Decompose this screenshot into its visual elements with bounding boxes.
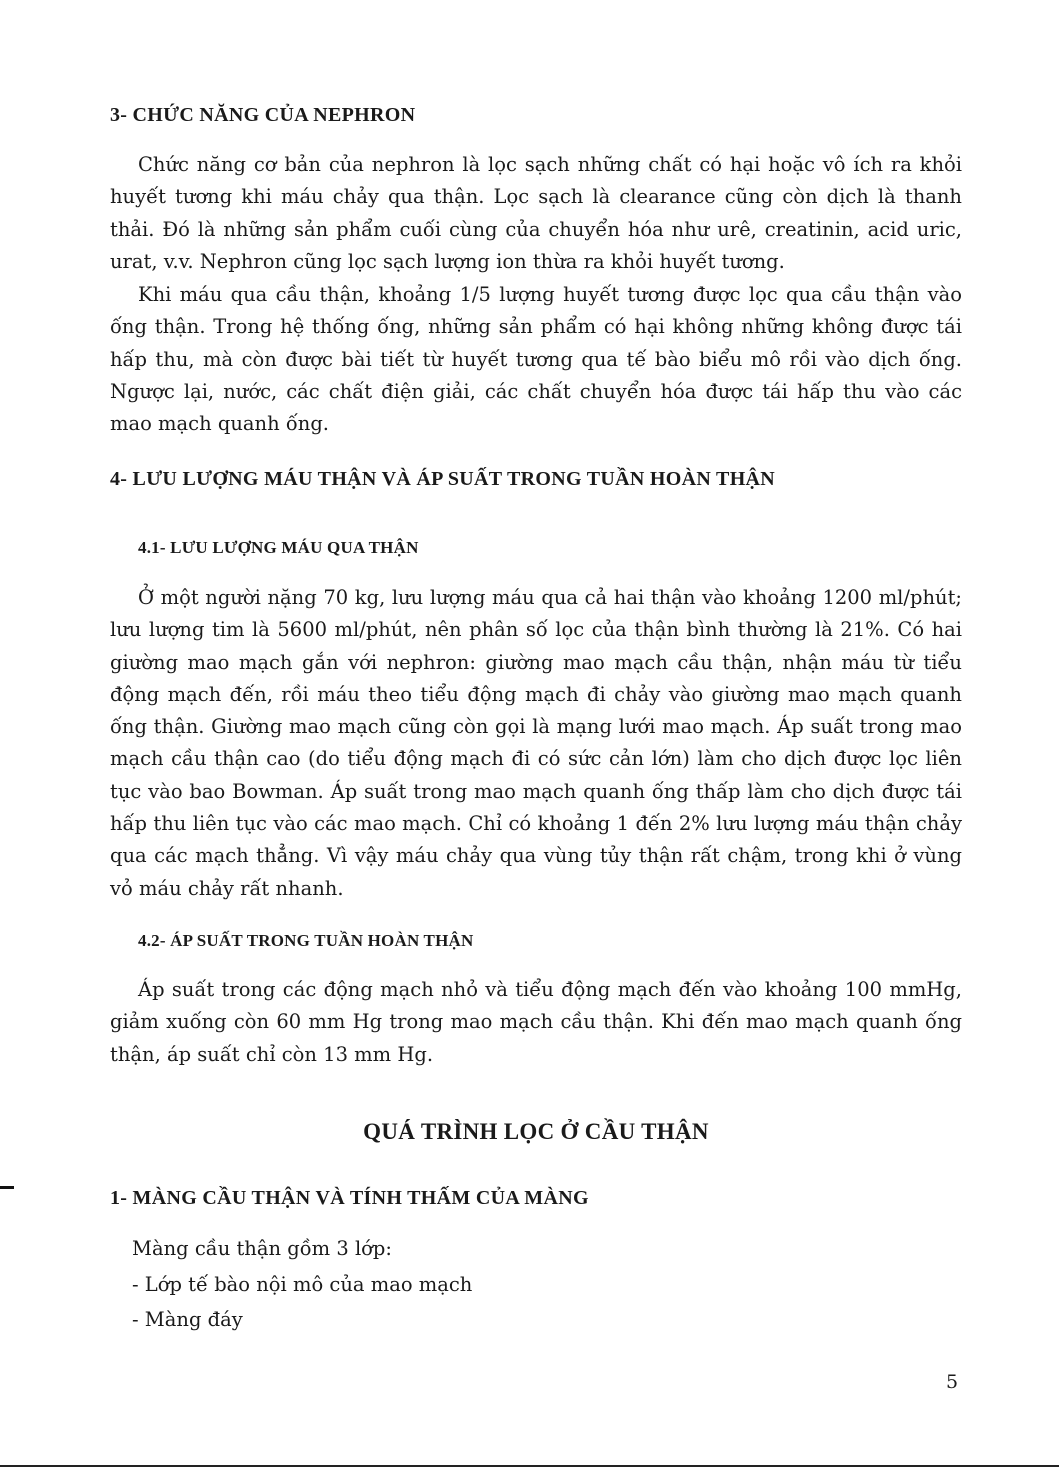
bottom-rule xyxy=(0,1465,1059,1467)
list-item: - Màng đáy xyxy=(132,1308,243,1331)
list-item: - Lớp tế bào nội mô của mao mạch xyxy=(132,1273,473,1296)
section-3-heading: 3- CHỨC NĂNG CỦA NEPHRON xyxy=(110,104,416,126)
section-4-2-heading: 4.2- ÁP SUẤT TRONG TUẦN HOÀN THẬN xyxy=(138,931,474,950)
chapter-title: QUÁ TRÌNH LỌC Ở CẦU THẬN xyxy=(363,1119,709,1144)
section-4-1-heading: 4.1- LƯU LƯỢNG MÁU QUA THẬN xyxy=(138,538,419,557)
section-4-1-paragraph: Ở một người nặng 70 kg, lưu lượng máu qua cả hai thận vào khoảng 1200 ml/phút; lưu lượng tim là 5600 ml/phút, nên phân số lọc của thận bình thường là 21%. Có hai giường mao mạch gắn với nephron: giường mao mạch cầu thận, nhận máu từ tiểu động mạch đến, rồi máu theo tiểu động mạch đi chảy vào giường mao mạch quanh ống thận. Giường mao mạch cũng còn gọi là mạng lưới mao mạch. Áp suất trong mao mạch cầu thận cao (do tiểu động mạch đi có sức cản lớn) làm cho dịch được lọc liên tục vào bao Bowman. Áp suất trong mao mạch quanh ống thấp làm cho dịch được tái hấp thu liên tục vào các mao mạch. Chỉ có khoảng 1 đến 2% lưu lượng máu thận chảy qua các mạch thẳng. Vì vậy máu chảy qua vùng tủy thận rất chậm, trong khi ở vùng vỏ máu chảy rất nhanh. xyxy=(110,586,962,900)
section-3-paragraph-1: Chức năng cơ bản của nephron là lọc sạch những chất có hại hoặc vô ích ra khỏi huyết tương khi máu chảy qua thận. Lọc sạch là clearance cũng còn dịch là thanh thải. Đó là những sản phẩm cuối cùng của chuyển hóa như urê, creatinin, acid uric, urat, v.v. Nephron cũng lọc sạch lượng ion thừa ra khỏi huyết tương. xyxy=(110,153,962,273)
section-3-paragraph-2: Khi máu qua cầu thận, khoảng 1/5 lượng huyết tương được lọc qua cầu thận vào ống thận. Trong hệ thống ống, những sản phẩm có hại không những không được tái hấp thu, mà còn được bài tiết từ huyết tương qua tế bào biểu mô rồi vào dịch ống. Ngược lại, nước, các chất điện giải, các chất chuyển hóa được tái hấp thu vào các mao mạch quanh ống. xyxy=(110,283,962,436)
section-4-2-paragraph: Áp suất trong các động mạch nhỏ và tiểu động mạch đến vào khoảng 100 mmHg, giảm xuống còn 60 mm Hg trong mao mạch cầu thận. Khi đến mao mạch quanh ống thận, áp suất chỉ còn 13 mm Hg. xyxy=(110,978,962,1066)
margin-mark xyxy=(0,1186,14,1189)
chapter-section-1-heading: 1- MÀNG CẦU THẬN VÀ TÍNH THẤM CỦA MÀNG xyxy=(110,1187,589,1209)
membrane-intro: Màng cầu thận gồm 3 lớp: xyxy=(132,1237,392,1260)
page-number: 5 xyxy=(946,1371,959,1393)
section-4-heading: 4- LƯU LƯỢNG MÁU THẬN VÀ ÁP SUẤT TRONG TUẦN HOÀN THẬN xyxy=(110,468,776,490)
